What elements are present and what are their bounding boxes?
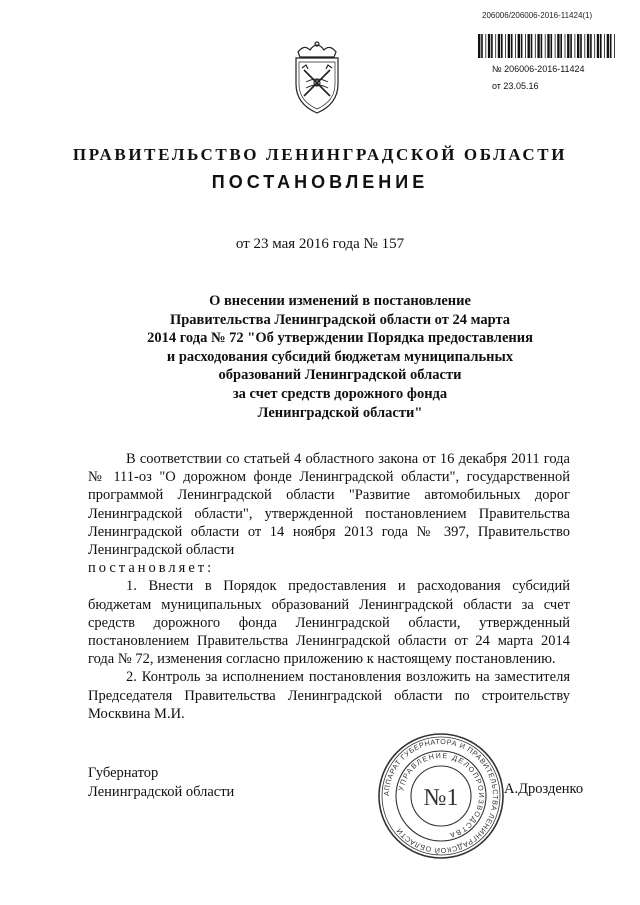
item-1-paragraph: 1. Внести в Порядок предоставления и расходования субсидий бюджетам муниципальных образований Ленинградской области за счет средств дорожного фонда Ленинградской области, утвержденный постановлением Правительства Ленинградской области от 24 марта 2014 года № 72, изменения согласно приложению к настоящему постановлению. <box>88 578 570 668</box>
document-date: от 23 мая 2016 года № 157 <box>235 236 405 252</box>
subject-line: образований Ленинградской области <box>218 367 462 384</box>
barcode <box>478 34 618 58</box>
document-body <box>88 450 570 723</box>
document-type: ПОСТАНОВЛЕНИЕ <box>211 172 429 192</box>
subject-line: О внесении изменений в постановление <box>209 293 471 309</box>
position-line: Ленинградской области <box>88 783 235 800</box>
government-title: ПРАВИТЕЛЬСТВО ЛЕНИНГРАДСКОЙ ОБЛАСТИ <box>72 145 568 164</box>
registration-date: от 23.05.16 <box>492 81 539 91</box>
registration-code: 206006/206006-2016-11424(1) <box>482 11 593 20</box>
coat-of-arms-emblem <box>284 38 350 116</box>
subject-line: Правительства Ленинградской области от 24 марта <box>169 311 511 328</box>
item-2-paragraph: 2. Контроль за исполнением постановления возложить на заместителя Председателя Правительства Ленинградской области по строительству Москвина М.И. <box>88 669 570 722</box>
document-subject <box>120 292 560 422</box>
subject-line: и расходования субсидий бюджетам муниципальных <box>166 348 514 365</box>
signatory-name: А.Дрозденко <box>504 781 584 797</box>
decree-word: постановляет: <box>88 560 215 577</box>
preamble-paragraph: В соответствии со статьей 4 областного закона от 16 декабря 2011 года № 111-оз "О дорожном фонде Ленинградской области", государственной программой Ленинградской области "Развитие автомобильных дорог Ленинградской области", утвержденной постановлением Правительства Ленинградской области от 14 ноября 2013 года № 397, Правительство Ленинградской области <box>88 451 570 559</box>
position-line: Губернатор <box>88 765 159 781</box>
signatory-position <box>88 764 234 801</box>
office-stamp <box>377 732 505 860</box>
stamp-inner-text: УПРАВЛЕНИЕ ДЕЛОПРОИЗВОДСТВА <box>396 750 487 841</box>
stamp-outer-text: АППАРАТ ГУБЕРНАТОРА И ПРАВИТЕЛЬСТВА ЛЕНИНГРАДСКОЙ ОБЛАСТИ <box>381 736 501 856</box>
subject-line: 2014 года № 72 "Об утверждении Порядка предоставления <box>147 330 533 347</box>
subject-line: за счет средств дорожного фонда <box>232 385 448 402</box>
registration-number: № 206006-2016-11424 <box>492 64 585 74</box>
subject-line: Ленинградской области" <box>257 404 423 421</box>
stamp-number: №1 <box>423 785 459 811</box>
